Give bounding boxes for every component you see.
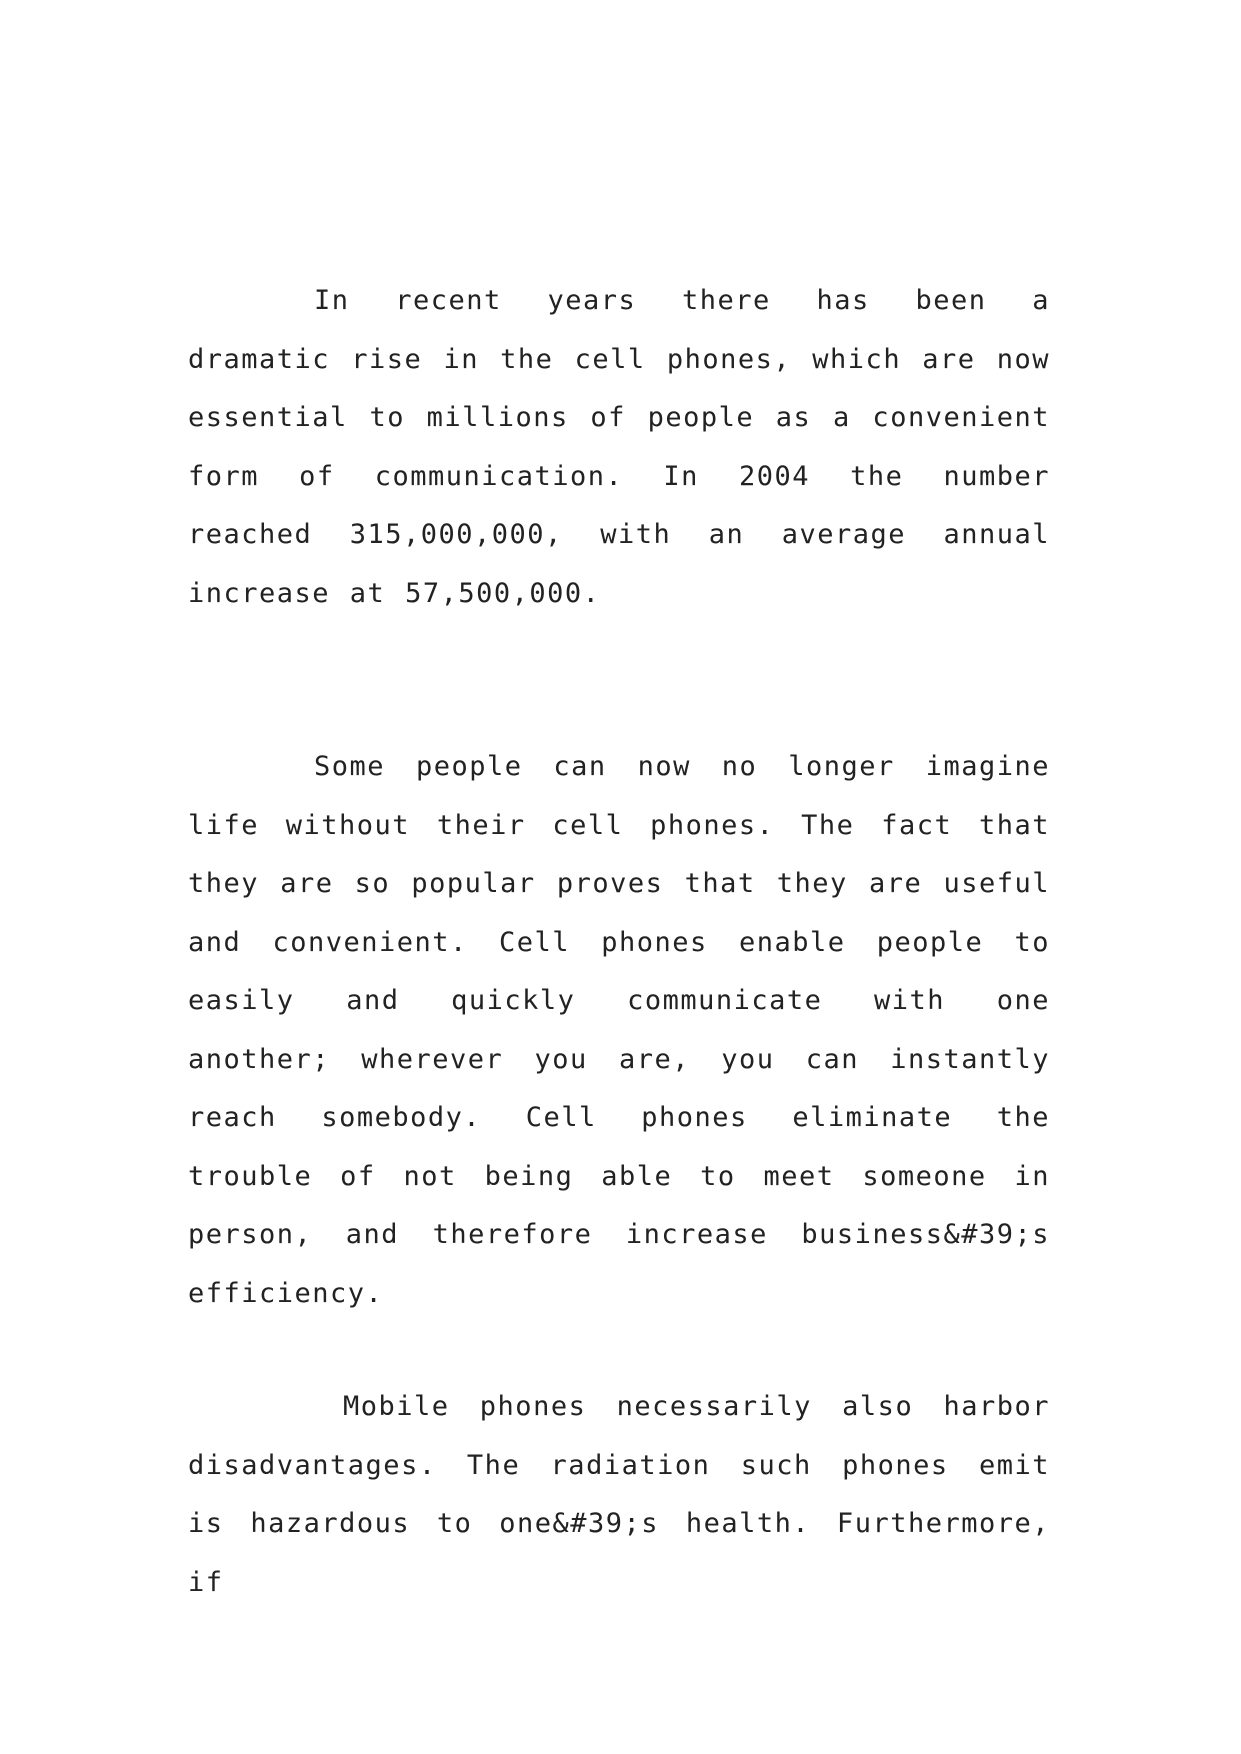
paragraph-2: Some people can now no longer imagine life without their cell phones. The fact that they are so popular proves that they are useful and convenient. Cell phones enable people to easily and quickly communicate with one another; wherever you are, you can instantly reach somebody. Cell phones eliminate the trouble of not being able to meet someone in person, and therefore increase business&#39;s efficiency. [188,751,1050,1309]
paragraph-1: In recent years there has been a dramatic rise in the cell phones, which are now essential to millions of people as a convenient form of communication. In 2004 the number reached 315,000,000, with an average annual increase at 57,500,000. [188,285,1050,609]
paragraph-3: Mobile phones necessarily also harbor disadvantages. The radiation such phones emit is hazardous to one&#39;s health. Furthermore, if [188,1391,1050,1598]
